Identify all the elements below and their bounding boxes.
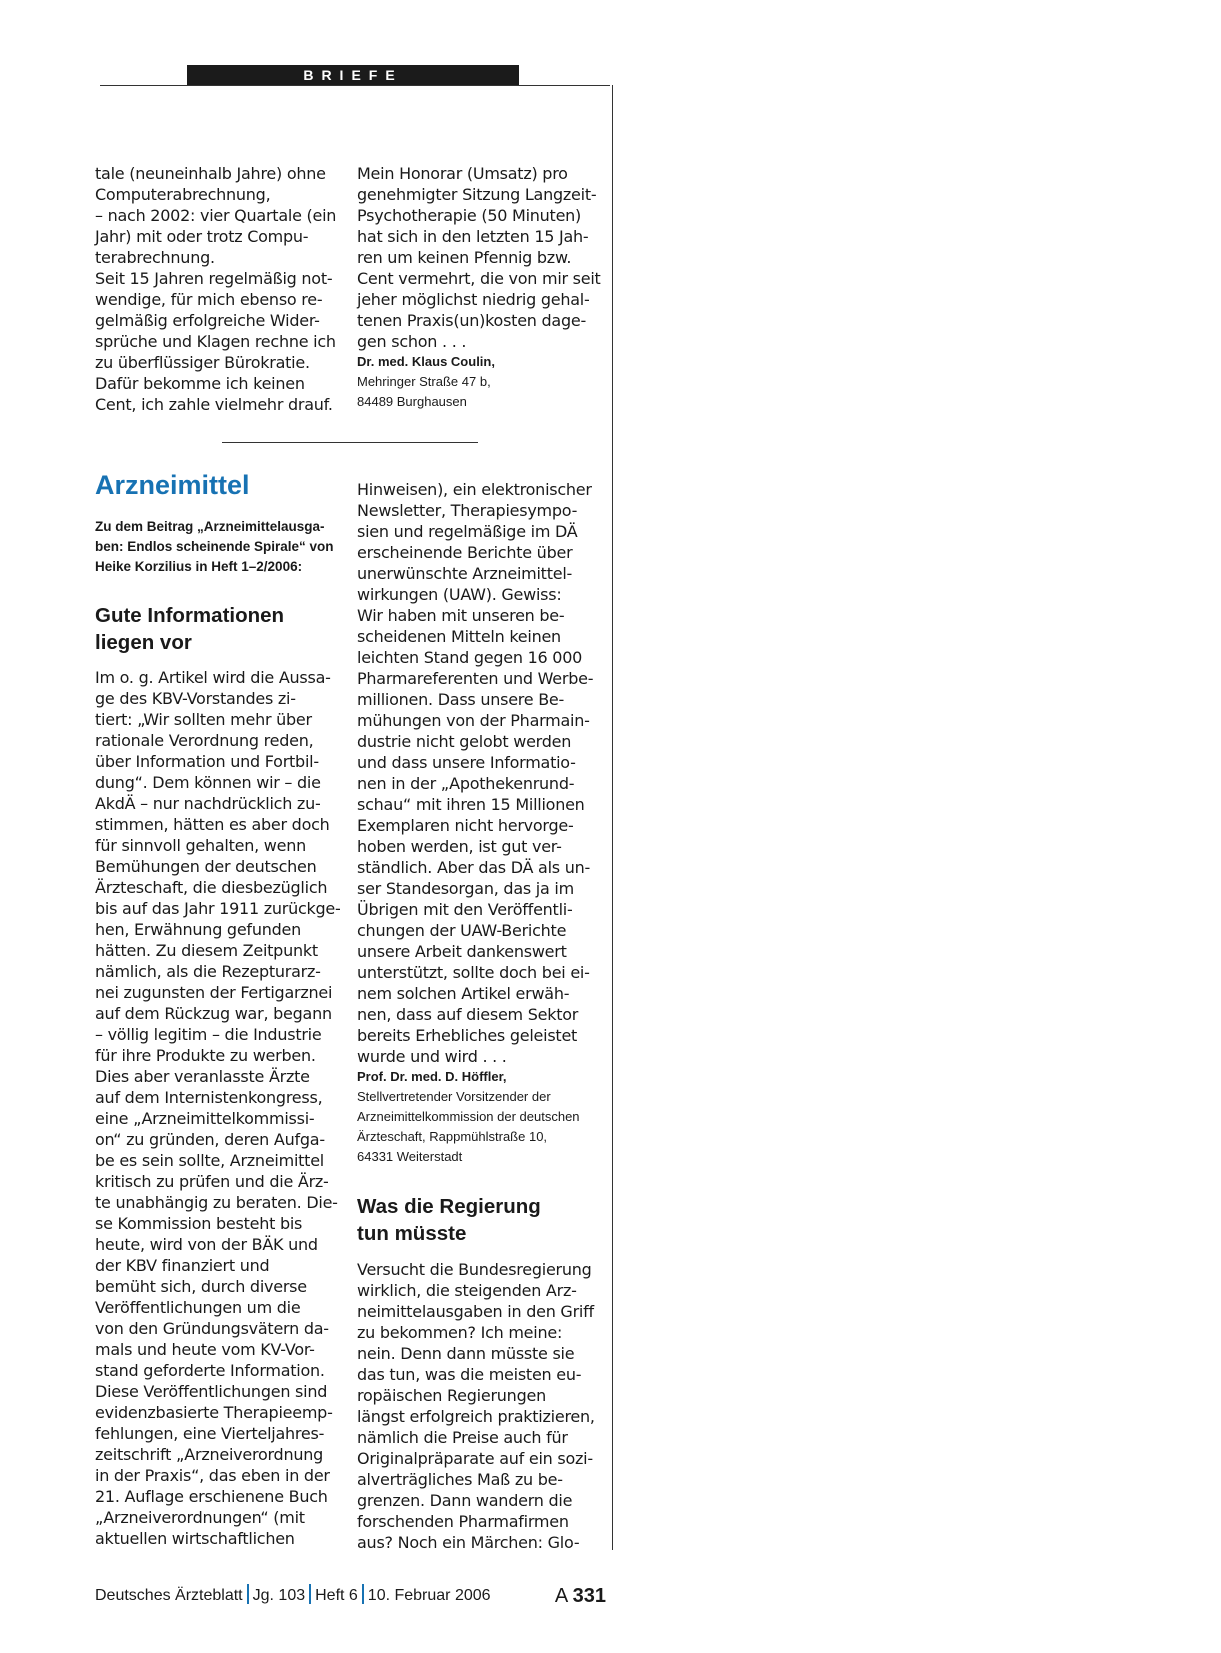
rubric-reference: Zu dem Beitrag „Arzneimittelausga- ben: Endlos scheinende Spirale“ von Heike Korzilius in Heft 1–2/2006:	[95, 519, 334, 574]
top-letter-text-1: tale (neuneinhalb Jahre) ohne Computerabrechnung, – nach 2002: vier Quartale (ein Jahr) mit oder trotz Compu- terabrechnung. Seit 15 Jahren regelmäßig not- wendige, für mich ebenso re- gelmäßig erfolgreiche Wider- sprüche und Klagen rechne ich zu überflüssiger Bürokratie. Dafür bekomme ich keinen Cent, ich zahle vielmehr drauf.	[95, 164, 337, 414]
letter2-title-block	[357, 1193, 619, 1247]
letter1-title: Gute Informationen liegen vor	[95, 604, 285, 654]
section-divider	[222, 442, 478, 443]
top-letter-column-2	[357, 163, 619, 412]
page-number-value: 331	[572, 1585, 606, 1607]
letter1-title-block	[95, 602, 357, 656]
rubric-title: Arzneimittel	[95, 470, 250, 500]
letter1-column-1	[95, 667, 357, 1549]
letter2-text: Versucht die Bundesregierung wirklich, die steigenden Arz- neimittelausgaben in den Griff zu bekommen? Ich meine: nein. Denn dann müsste sie das tun, was die meisten eu- ropäischen Regierungen längst erfolgreich praktizieren, nämlich die Preise auch für Originalpräparate auf ein sozi- alverträgliches Maß zu be- grenzen. Dann wandern die forschenden Pharmafirmen aus? Noch ein Märchen: Glo-	[357, 1260, 595, 1552]
letter2-title: Was die Regierung tun müsste	[357, 1195, 541, 1245]
footer-separator	[362, 1584, 364, 1604]
section-header: BRIEFE	[187, 65, 519, 85]
page-prefix: A	[554, 1585, 568, 1607]
footer-separator	[309, 1584, 311, 1604]
header-rule	[100, 85, 610, 86]
top-letter-text-2: Mein Honorar (Umsatz) pro genehmigter Sitzung Langzeit- Psychotherapie (50 Minuten) hat sich in den letzten 15 Jah- ren um keinen Pfennig bzw. Cent vermehrt, die von mir seit jeher möglichst niedrig gehal- tenen Praxis(un)kosten dage- gen schon . . .	[357, 164, 601, 351]
letter1-author: Prof. Dr. med. D. Höffler,	[357, 1069, 507, 1084]
letter1-text-2: Hinweisen), ein elektronischer Newsletter, Therapiesympo- sien und regelmäßige im DÄ erscheinende Berichte über unerwünschte Arzneimittel- wirkungen (UAW). Gewiss: Wir haben mit unseren be- scheidenen Mitteln keinen leichten Stand gegen 16 000 Pharmareferenten und Werbe- millionen. Dass unsere Be- mühungen von der Pharmain- dustrie nicht gelobt werden und dass unsere Informatio- nen in der „Apothekenrund- schau“ mit ihren 15 Millionen Exemplaren nicht hervorge- hoben werden, ist gut ver- ständlich. Aber das DÄ als un- ser Standesorgan, das ja im Übrigen mit den Veröffentli- chungen der UAW-Berichte unsere Arbeit dankenswert unterstützt, sollte doch bei ei- nem solchen Artikel erwäh- nen, dass auf diesem Sektor bereits Erhebliches geleistet wurde und wird . . .	[357, 480, 594, 1066]
letter1-column-2	[357, 479, 619, 1167]
top-letter-address: Mehringer Straße 47 b, 84489 Burghausen	[357, 374, 491, 409]
top-letter-author: Dr. med. Klaus Coulin,	[357, 354, 495, 369]
footer-date: 10. Februar 2006	[367, 1587, 491, 1604]
footer-separator	[247, 1584, 249, 1604]
page-number	[555, 1584, 606, 1608]
letter1-address: Stellvertretender Vorsitzender der Arzneimittelkommission der deutschen Ärzteschaft, Rappmühlstraße 10, 64331 Weiterstadt	[357, 1089, 580, 1164]
top-letter-column-1	[95, 163, 357, 415]
page-footer	[95, 1584, 610, 1608]
footer-volume: Jg. 103	[252, 1587, 306, 1604]
letter1-text-1: Im o. g. Artikel wird die Aussa- ge des KBV-Vorstandes zi- tiert: „Wir sollten mehr über rationale Verordnung reden, über Information und Fortbil- dung“. Dem können wir – die AkdÄ – nur nachdrücklich zu- stimmen, hätten es aber doch für sinnvoll gehalten, wenn Bemühungen der deutschen Ärzteschaft, die diesbezüglich bis auf das Jahr 1911 zurückge- hen, Erwähnung gefunden hätten. Zu diesem Zeitpunkt nämlich, als die Rezepturarz- nei zugunsten der Fertigarznei auf dem Rückzug war, begann – völlig legitim – die Industrie für ihre Produkte zu werben. Dies aber veranlasste Ärzte auf dem Internistenkongress, eine „Arzneimittelkommissi- on“ zu gründen, deren Aufga- be es sein sollte, Arzneimittel kritisch zu prüfen und die Ärz- te unabhängig zu beraten. Die- se Kommission besteht bis heute, wird von der BÄK und der KBV finanziert und bemüht sich, durch diverse Veröffentlichungen um die von den Gründungsvätern da- mals und heute vom KV-Vor- stand geforderte Information. Diese Veröffentlichungen sind evidenzbasierte Therapieemp- fehlungen, eine Vierteljahres- zeitschrift „Arzneiverordnung in der Praxis“, das eben in der 21. Auflage erschienene Buch „Arzneiverordnungen“ (mit aktuellen wirtschaftlichen	[95, 668, 341, 1548]
footer-journal: Deutsches Ärzteblatt	[95, 1587, 243, 1604]
letter2-column	[357, 1259, 619, 1553]
footer-issue: Heft 6	[315, 1587, 358, 1604]
